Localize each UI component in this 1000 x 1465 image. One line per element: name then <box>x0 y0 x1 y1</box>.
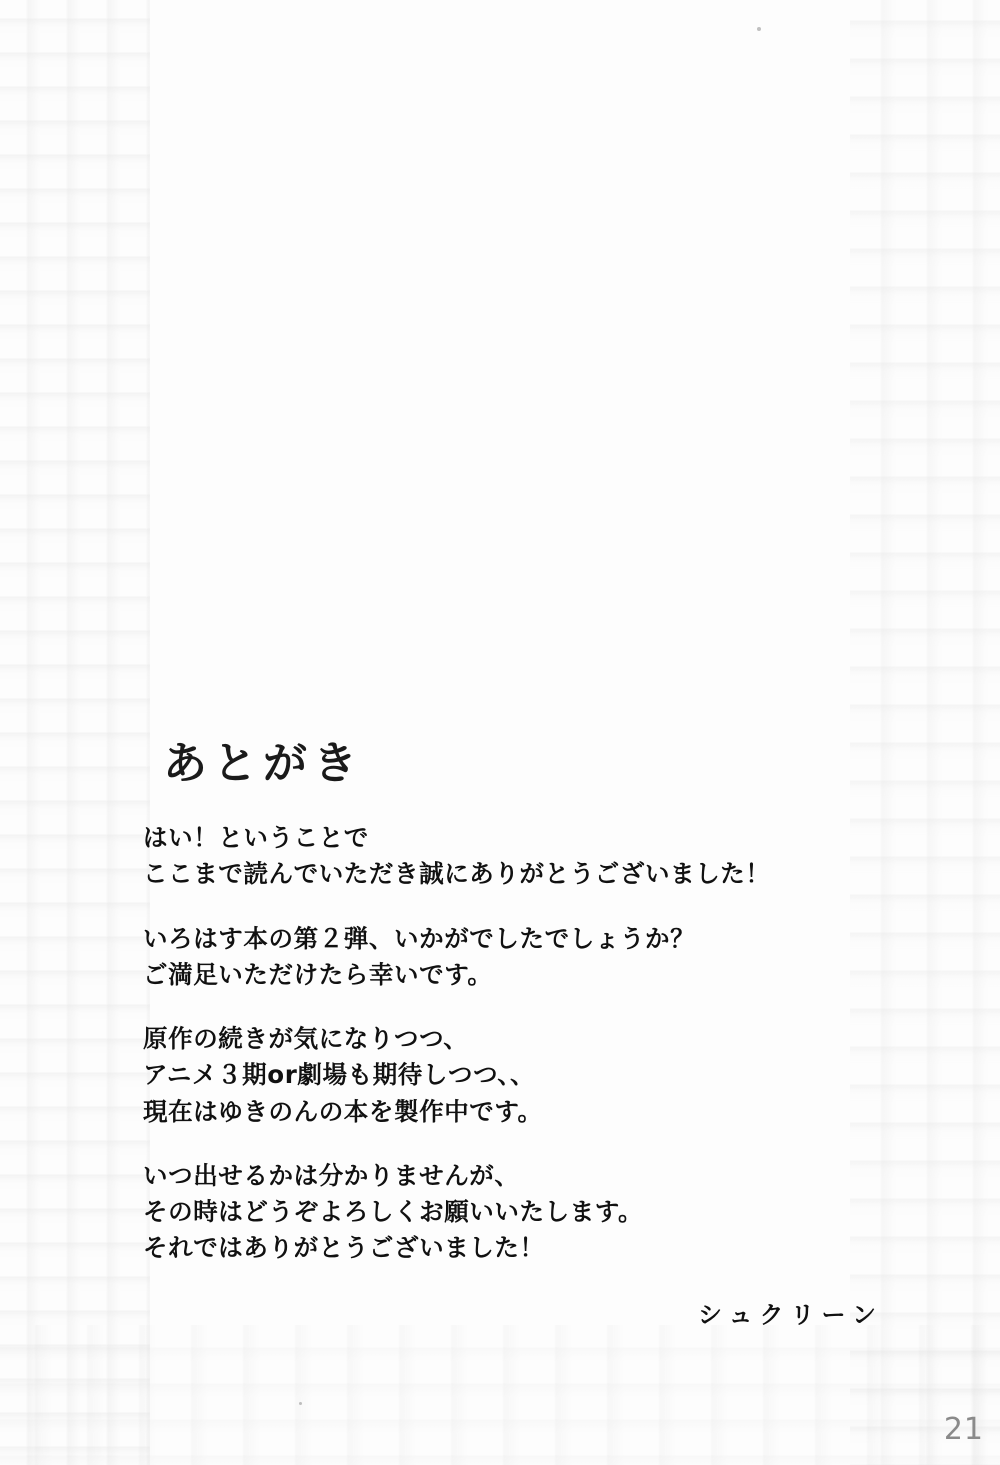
afterword-paragraph: いろはす本の第２弾、いかがでしたでしょうか？ ご満足いただけたら幸いです。 <box>143 923 696 989</box>
page-number: 21 <box>943 1412 984 1447</box>
scan-speck-icon <box>757 27 761 31</box>
scan-texture-bottom-icon <box>0 1325 1000 1465</box>
scan-texture-left-icon <box>0 0 150 1465</box>
afterword-section <box>143 738 903 1330</box>
page-title: あとがき <box>163 738 363 789</box>
scan-speck-icon <box>299 1402 302 1405</box>
afterword-paragraph: いつ出せるかは分かりませんが、 その時はどうぞよろしくお願いいたします。 それではありがとうございました！ <box>143 1160 644 1263</box>
afterword-paragraph: 原作の続きが気になりつつ、 アニメ３期or劇場も期待しつつ、、 現在はゆきのんの本を製作中です。 <box>143 1024 543 1126</box>
author-signature: シュクリーン <box>697 1300 883 1329</box>
afterword-paragraph: はい！ということで ここまで読んでいただき誠にありがとうございました！ <box>143 823 771 889</box>
